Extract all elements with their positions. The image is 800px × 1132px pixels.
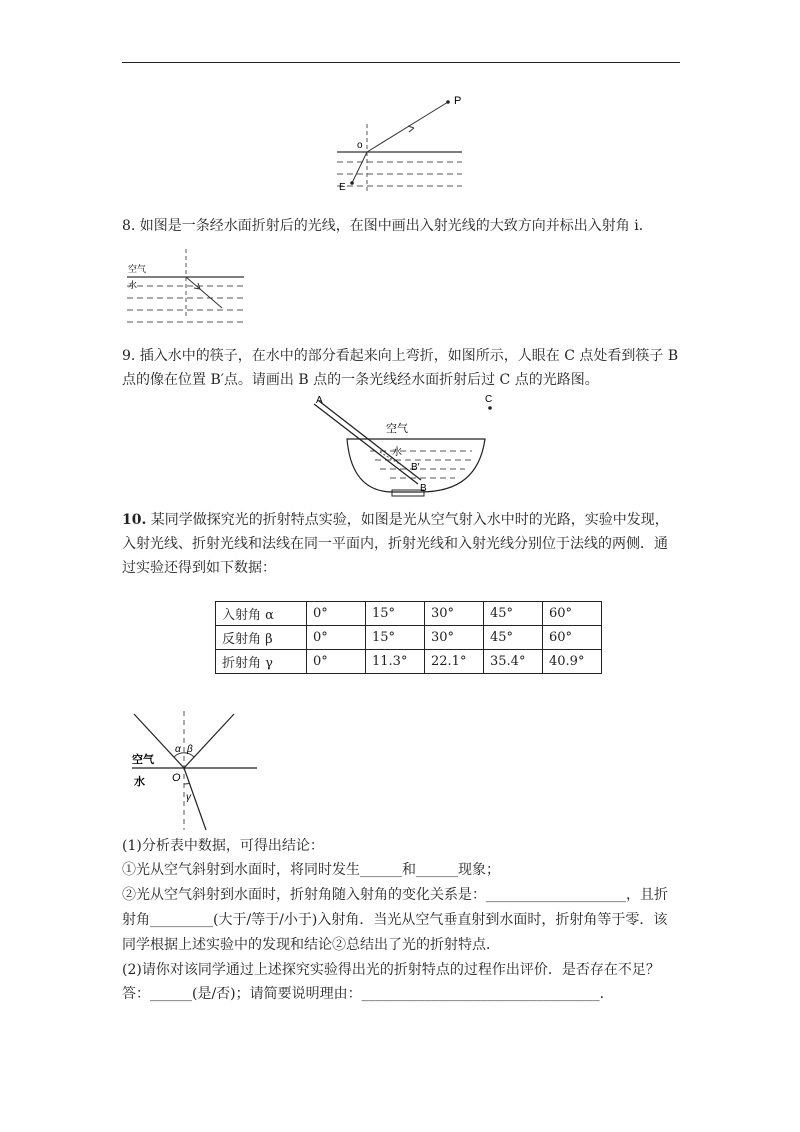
- fig7-label-p: P: [454, 95, 462, 107]
- table-cell: 60°: [543, 626, 602, 650]
- q10-text-1: 某同学做探究光的折射特点实验，如图是光从空气射入水中时的光路，实验中发现，: [146, 512, 669, 528]
- table-cell: 60°: [543, 602, 602, 626]
- table-cell: 40.9°: [543, 650, 602, 674]
- table-row: [216, 650, 602, 674]
- answer-line-3: ②光从空气斜射到水面时，折射角随入射角的变化关系是：____________________，且折: [122, 887, 668, 903]
- fig8-diagram: [122, 244, 252, 334]
- table-row: [216, 626, 602, 650]
- fig9-label-b: B: [420, 483, 427, 494]
- q10-number: 10.: [122, 512, 147, 528]
- table-row-header: 折射角 γ: [216, 650, 307, 674]
- q10-line1: [122, 508, 669, 532]
- table-cell: 22.1°: [425, 650, 484, 674]
- fig10-label-air: 空气: [132, 754, 154, 766]
- table-cell: 45°: [484, 602, 543, 626]
- top-rule: [122, 62, 680, 63]
- fig10-label-water: 水: [134, 776, 145, 788]
- fig10-diagram: [122, 708, 262, 834]
- q9-line1: 9. 插入水中的筷子，在水中的部分看起来向上弯折，如图所示，人眼在 C 点处看到筷子 B: [122, 348, 679, 364]
- fig9-label-a: A: [316, 395, 323, 406]
- fig10-label-beta: β: [187, 744, 193, 755]
- table-cell: 0°: [307, 602, 366, 626]
- table-row-header: 入射角 α: [216, 602, 307, 626]
- q8-text: 8. 如图是一条经水面折射后的光线，在图中画出入射光线的大致方向并标出入射角 i．: [122, 218, 653, 234]
- fig9-label-b-prime: B′: [411, 462, 420, 473]
- table-cell: 45°: [484, 626, 543, 650]
- table-cell: 11.3°: [366, 650, 425, 674]
- fig9-label-water: 水: [392, 447, 402, 458]
- table-row: [216, 602, 602, 626]
- answer-line-5: 同学根据上述实验中的发现和结论②总结出了光的折射特点．: [122, 937, 500, 953]
- answer-line-4: 射角_________(大于/等于/小于)入射角．当光从空气垂直射到水面时，折射角等于零．该: [122, 912, 668, 928]
- answer-line-7: 答：______(是/否)；请简要说明理由：__________________________________．: [122, 986, 614, 1002]
- fig9-label-air: 空气: [386, 423, 408, 435]
- fig7-label-o: o: [357, 140, 363, 151]
- fig8-label-water: 水: [128, 280, 138, 290]
- answer-line-2: ①光从空气斜射到水面时，将同时发生______和______现象；: [122, 862, 500, 878]
- table-cell: 15°: [366, 602, 425, 626]
- fig7-diagram: [330, 90, 480, 200]
- fig10-label-gamma: γ: [186, 792, 191, 803]
- answer-line-6: (2)请你对该同学通过上述探究实验得出光的折射特点的过程作出评价．是否存在不足？: [122, 962, 660, 978]
- table-cell: 15°: [366, 626, 425, 650]
- table-cell: 0°: [307, 650, 366, 674]
- q10-line2: 入射光线、折射光线和法线在同一平面内，折射光线和入射光线分别位于法线的两侧．通: [122, 536, 668, 552]
- table-cell: 0°: [307, 626, 366, 650]
- q9-line2: 点的像在位置 B′点。请画出 B 点的一条光线经水面折射后过 C 点的光路图。: [122, 372, 599, 388]
- fig7-label-e: E: [339, 182, 346, 193]
- table-row-header: 反射角 β: [216, 626, 307, 650]
- q10-line3: 过实验还得到如下数据：: [122, 560, 276, 576]
- table-cell: 30°: [425, 602, 484, 626]
- answer-line-1: (1)分析表中数据，可得出结论：: [122, 838, 324, 854]
- fig10-label-alpha: α: [175, 744, 181, 755]
- data-table: [215, 601, 602, 674]
- table-cell: 30°: [425, 626, 484, 650]
- table-cell: 35.4°: [484, 650, 543, 674]
- fig8-label-air: 空气: [128, 264, 147, 274]
- fig10-label-o: O: [172, 772, 181, 784]
- fig9-diagram: [300, 394, 505, 506]
- fig9-label-c: C: [485, 394, 493, 405]
